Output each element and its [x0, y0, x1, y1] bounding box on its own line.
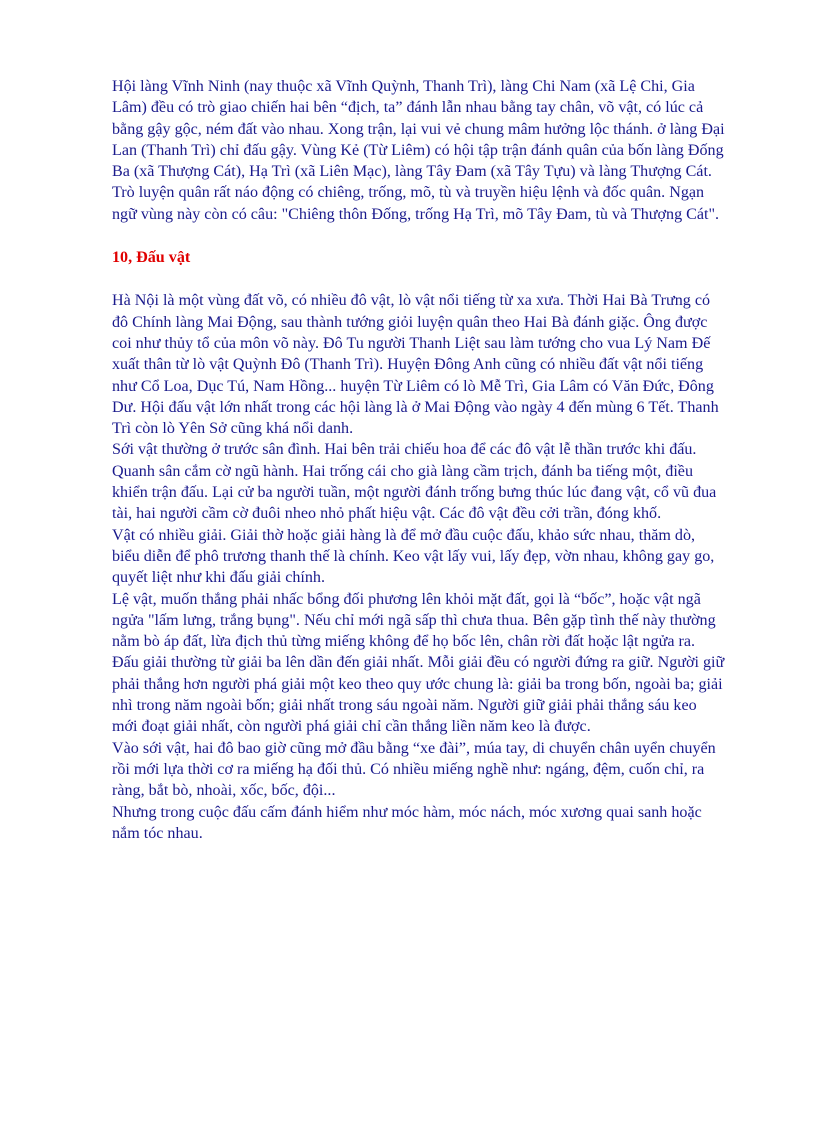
section-heading: 10, Đấu vật: [112, 249, 191, 267]
heading-spacer: [112, 268, 726, 290]
paragraph-5: Đấu giải thường từ giải ba lên dần đến giải nhất. Mỗi giải đều có người đứng ra giữ. Người giữ phải thắng hơn người phá giải một keo theo quy ước chung là: giải ba trong bốn, ngoài ba; giải nhì trong năm ngoài bốn; giải nhất trong sáu ngoài năm. Người giữ giải phải thắng sáu keo mới đoạt giải nhất, còn người phá giải chỉ cần thắng liền năm keo là được.: [112, 654, 725, 736]
paragraph-2: Sới vật thường ở trước sân đình. Hai bên trải chiếu hoa để các đô vật lễ thần trước khi đấu. Quanh sân cắm cờ ngũ hành. Hai trống cái cho già làng cầm trịch, đánh ba tiếng một, điều khiển trận đấu. Lại cử ba người tuần, một người đánh trống bưng thúc lúc đang vật, cổ vũ đua tài, hai người cầm cờ đuôi nheo nhỏ phất hiệu vật. Các đô vật đều cởi trần, đóng khố.: [112, 441, 717, 523]
paragraph-4: Lệ vật, muốn thắng phải nhấc bổng đối phương lên khỏi mặt đất, gọi là “bốc”, hoặc vật ngã ngửa "lấm lưng, trắng bụng". Nếu chỉ mới ngã sấp thì chưa thua. Bên gặp tình thế này thường nằm bò áp đất, lừa địch thủ từng miếng không để họ bốc lên, chân rời đất hoặc lật ngửa ra.: [112, 590, 716, 651]
paragraph-6: Vào sới vật, hai đô bao giờ cũng mở đầu bằng “xe đài”, múa tay, di chuyển chân uyển chuyển rồi mới lựa thời cơ ra miếng hạ đối thủ. Có nhiều miếng nghề như: ngáng, đệm, cuốn chỉ, ra ràng, bắt bò, nhoài, xốc, bốc, đội...: [112, 739, 716, 800]
intro-paragraph: Hội làng Vĩnh Ninh (nay thuộc xã Vĩnh Quỳnh, Thanh Trì), làng Chi Nam (xã Lệ Chi, Gia Lâm) đều có trò giao chiến hai bên “địch, ta” đánh lẫn nhau bằng tay chân, võ vật, có lúc cả bằng gậy gộc, ném đất vào nhau. Xong trận, lại vui vẻ chung mâm hưởng lộc thánh. ở làng Đại Lan (Thanh Trì) chỉ đấu gậy. Vùng Kẻ (Từ Liêm) có hội tập trận đánh quân của bốn làng Đống Ba (xã Thượng Cát), Hạ Trì (xã Liên Mạc), làng Tây Đam (xã Tây Tựu) và làng Thượng Cát. Trò luyện quân rất náo động có chiêng, trống, mõ, tù và truyền hiệu lệnh và đốc quân. Ngạn ngữ vùng này còn có câu: "Chiêng thôn Đống, trống Hạ Trì, mõ Tây Đam, tù và Thượng Cát".: [112, 78, 725, 223]
paragraph-3: Vật có nhiều giải. Giải thờ hoặc giải hàng là để mở đầu cuộc đấu, khảo sức nhau, thăm dò, biểu diễn để phô trương thanh thế là chính. Keo vật lấy vui, lấy đẹp, vờn nhau, không gay go, quyết liệt như khi đấu giải chính.: [112, 526, 715, 587]
paragraph-7: Nhưng trong cuộc đấu cấm đánh hiểm như móc hàm, móc nách, móc xương quai sanh hoặc nắm tóc nhau.: [112, 803, 702, 842]
paragraph-1: Hà Nội là một vùng đất võ, có nhiều đô vật, lò vật nổi tiếng từ xa xưa. Thời Hai Bà Trưng có đô Chính làng Mai Động, sau thành tướng giỏi luyện quân theo Hai Bà đánh giặc. Ông được coi như thủy tổ của môn võ này. Đô Tu người Thanh Liệt sau làm tướng cho vua Lý Nam Đế xuất thân từ lò vật Quỳnh Đô (Thanh Trì). Huyện Đông Anh cũng có nhiều đất vật nổi tiếng như Cổ Loa, Dục Tú, Nam Hồng... huyện Từ Liêm có lò Mễ Trì, Gia Lâm có Văn Đức, Đông Dư. Hội đấu vật lớn nhất trong các hội làng là ở Mai Động vào ngày 4 đến mùng 6 Tết. Thanh Trì còn lò Yên Sở cũng khá nổi danh.: [112, 292, 719, 438]
document-page: [112, 76, 726, 844]
